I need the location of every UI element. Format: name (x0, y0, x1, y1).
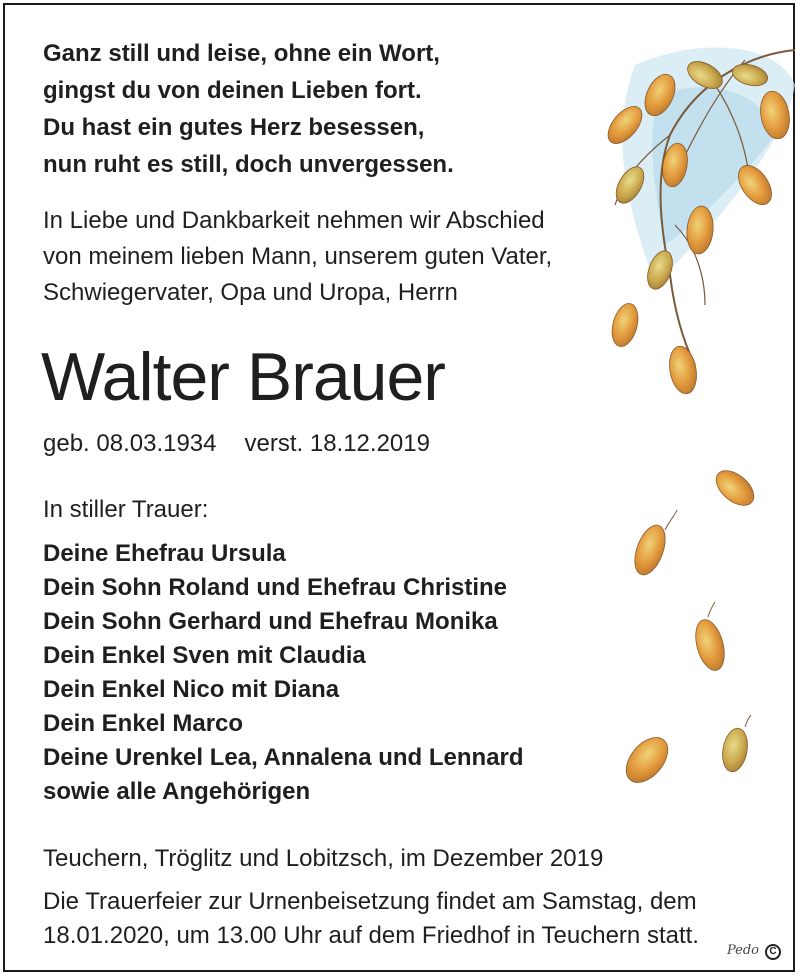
falling-leaves-illustration (565, 25, 800, 805)
obituary-frame (3, 3, 795, 972)
mourners-list (43, 537, 524, 809)
funeral-service-notice (43, 885, 773, 953)
mourner-entry: Dein Sohn Gerhard und Ehefrau Monika (43, 608, 498, 635)
life-dates (43, 426, 430, 462)
mourner-entry: Dein Enkel Nico mit Diana (43, 676, 340, 703)
mourner-entry: Dein Sohn Roland und Ehefrau Christine (43, 574, 508, 601)
intro-line: In Liebe und Dankbarkeit nehmen wir Abschied (43, 207, 545, 234)
poem-line: Ganz still und leise, ohne ein Wort, (43, 40, 440, 67)
mourners-heading: In stiller Trauer: (43, 496, 209, 523)
mourner-entry: Dein Enkel Marco (43, 710, 244, 737)
copyright-icon: C (765, 944, 781, 960)
service-line: Die Trauerfeier zur Urnenbeisetzung findet am Samstag, dem (43, 888, 697, 915)
poem-line: nun ruht es still, doch unvergessen. (43, 151, 454, 178)
deceased-name: Walter Brauer (41, 339, 445, 415)
farewell-introduction (43, 203, 552, 311)
intro-line: Schwiegervater, Opa und Uropa, Herrn (43, 279, 458, 306)
memorial-poem (43, 35, 454, 183)
mourner-entry: Deine Urenkel Lea, Annalena und Lennard (43, 744, 524, 771)
mourner-entry: Dein Enkel Sven mit Claudia (43, 642, 366, 669)
poem-line: gingst du von deinen Lieben fort. (43, 77, 422, 104)
birth-date: geb. 08.03.1934 (43, 430, 217, 457)
death-date: verst. 18.12.2019 (244, 430, 430, 457)
poem-line: Du hast ein gutes Herz besessen, (43, 114, 425, 141)
artist-signature: Pedo (726, 943, 759, 958)
intro-line: von meinem lieben Mann, unserem guten Vater, (43, 243, 553, 270)
place-and-date: Teuchern, Tröglitz und Lobitzsch, im Dezember 2019 (43, 845, 604, 872)
mourner-entry: sowie alle Angehörigen (43, 778, 311, 805)
mourner-entry: Deine Ehefrau Ursula (43, 540, 286, 567)
service-line: 18.01.2020, um 13.00 Uhr auf dem Friedhof in Teuchern statt. (43, 922, 699, 949)
